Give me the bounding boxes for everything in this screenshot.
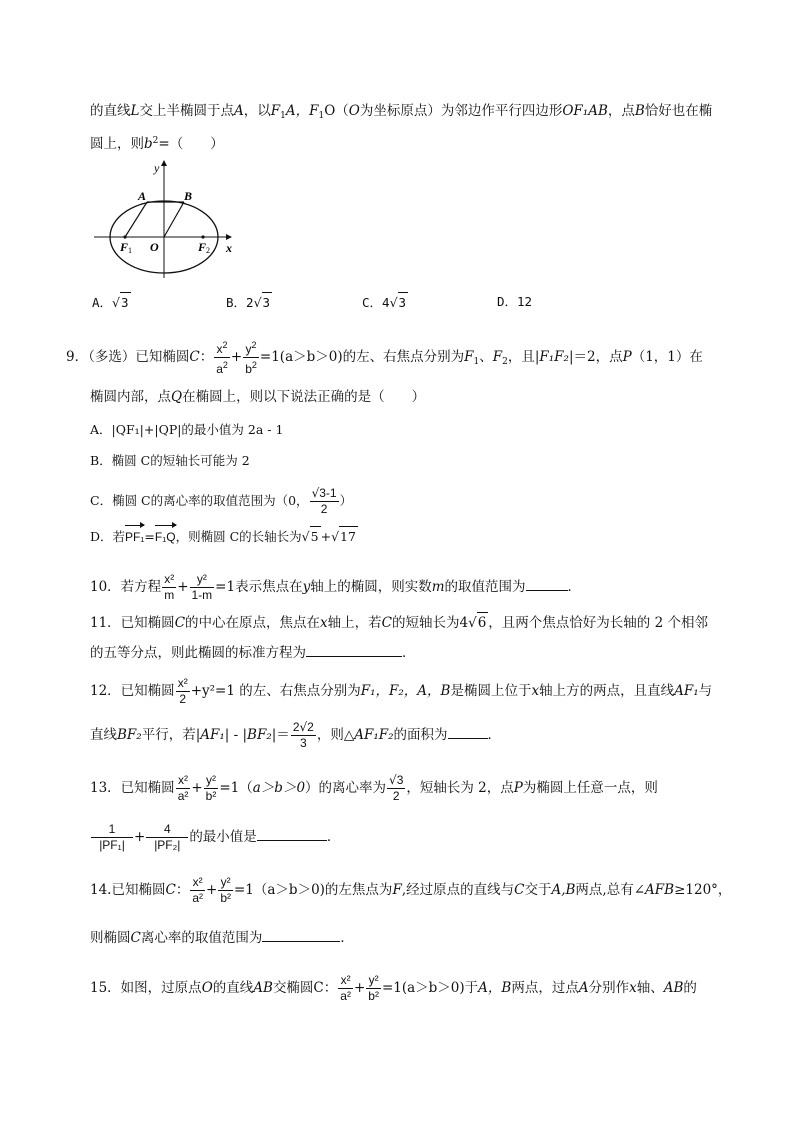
ellipse-figure <box>92 160 242 280</box>
label-b: B <box>184 189 193 203</box>
q9-line1: 9．（多选）已知椭圆C： $\frac{x^2}{a^2}$ + $\frac{y^2}{b^2}$ =1(a＞b＞0)的左、右焦点分别为$F_1$、$F_2$，且|F₁F₂|＝2，点P（1，1）在 <box>66 340 703 376</box>
q13-line2: $\frac{1}{\text{|PF₁|}}$ + $\frac{4}{\text{|PF₂|}}$ 的最小值是 ． <box>90 822 340 853</box>
q11-line2: 的五等分点，则此椭圆的标准方程为 ． <box>90 642 416 663</box>
q8-line1: 的直线L交上半椭圆于点A，以$F_1A$，$F_1O(O$为坐标原点）为邻边作平行四边形OF₁AB，点B恰好也在椭 <box>90 103 713 121</box>
q14-answer-blank[interactable] <box>262 927 340 942</box>
q10-answer-blank[interactable] <box>526 576 568 591</box>
q8-option-d: D．12 <box>497 294 533 309</box>
q8-option-a: A．√3 <box>92 292 131 313</box>
q9-option-c: C．椭圆 C的离心率的取值范围为（0， $\frac{√3-1}{2}$ ） <box>90 486 353 516</box>
segment-f1-a <box>125 202 147 237</box>
q15-line1: 15．如图，过原点O的直线AB交椭圆C： $\frac{\text{x²}}{\text{a²}}$ + $\frac{\text{y²}}{\text{b²}}$ =1(a＞b＞0)于A，B两点，过点A分别作x轴、AB的 <box>90 973 697 1003</box>
q9-line2: 椭圆内部，点Q在椭圆上，则以下说法正确的是（ ） <box>90 389 426 405</box>
point-f2 <box>201 235 204 238</box>
q13-line1: 13．已知椭圆 $\frac{\text{x²}}{\text{a²}}$ + $\frac{\text{y²}}{\text{b²}}$ =1（a＞b＞0）的离心率为 $\frac{√3}{2}$ ，短轴长为 2，点P为椭圆上任意一点，则 <box>90 773 658 803</box>
point-f1 <box>123 235 126 238</box>
label-o: O <box>150 240 159 254</box>
label-f1: F <box>120 240 129 254</box>
label-f2-sub: 2 <box>206 246 210 255</box>
label-f1-sub: 1 <box>128 246 132 255</box>
q9-option-a: A．|QF₁|+|QP|的最小值为 2a - 1 <box>90 422 284 437</box>
q12-answer-blank[interactable] <box>448 724 488 739</box>
q12-line1: 12．已知椭圆 $\frac{\text{x²}}{2}$ +y²=1 的左、右焦点分别为F₁，F₂，A，B是椭圆上位于x轴上方的两点，且直线AF₁与 <box>90 676 713 706</box>
q13-answer-blank[interactable] <box>257 826 327 841</box>
q11-answer-blank[interactable] <box>306 642 402 657</box>
x-axis-arrow <box>226 234 232 240</box>
q14-line2: 则椭圆C离心率的取值范围为 ． <box>90 927 354 948</box>
q8-option-b: B．2√3 <box>226 292 272 313</box>
label-f2: F <box>198 240 207 254</box>
segment-o-b <box>164 202 184 237</box>
q11-line1: 11．已知椭圆C的中心在原点，焦点在x轴上，若C的短轴长为4√6 ，且两个焦点恰好为长轴的 2 个相邻 <box>90 612 708 633</box>
q14-line1: 14.已知椭圆C： $\frac{\text{x²}}{\text{a²}}$ + $\frac{\text{y²}}{\text{b²}}$ =1（a＞b＞0)的左焦点为F,经过原点的直线与C交于A,B两点,总有∠AFB≥120°， <box>90 875 732 905</box>
label-a: A <box>138 189 147 203</box>
q10-line: 10．若方程 $\frac{\text{x²}}{m}$ + $\frac{\text{y²}}{1-m}$ =1表示焦点在y轴上的椭圆，则实数m的取值范围为 ． <box>90 572 582 602</box>
q8-option-c: C．4√3 <box>362 292 408 313</box>
y-axis-arrow <box>161 160 167 166</box>
q9-option-b: B．椭圆 C的短轴长可能为 2 <box>90 453 250 468</box>
q8-line2: 圆上，则$b^2=$（ ） <box>90 136 224 152</box>
label-x: x <box>226 241 232 255</box>
label-y: y <box>154 161 160 175</box>
q9-option-d: D．若PF₁=F₁Q，则椭圆 C的长轴长为√5 +√17 <box>90 526 358 547</box>
q12-line2: 直线BF₂平行，若|AF₁| - |BF₂|＝ $\frac{2√2}{3}$ ，则△AF₁F₂的面积为 ． <box>90 720 502 750</box>
